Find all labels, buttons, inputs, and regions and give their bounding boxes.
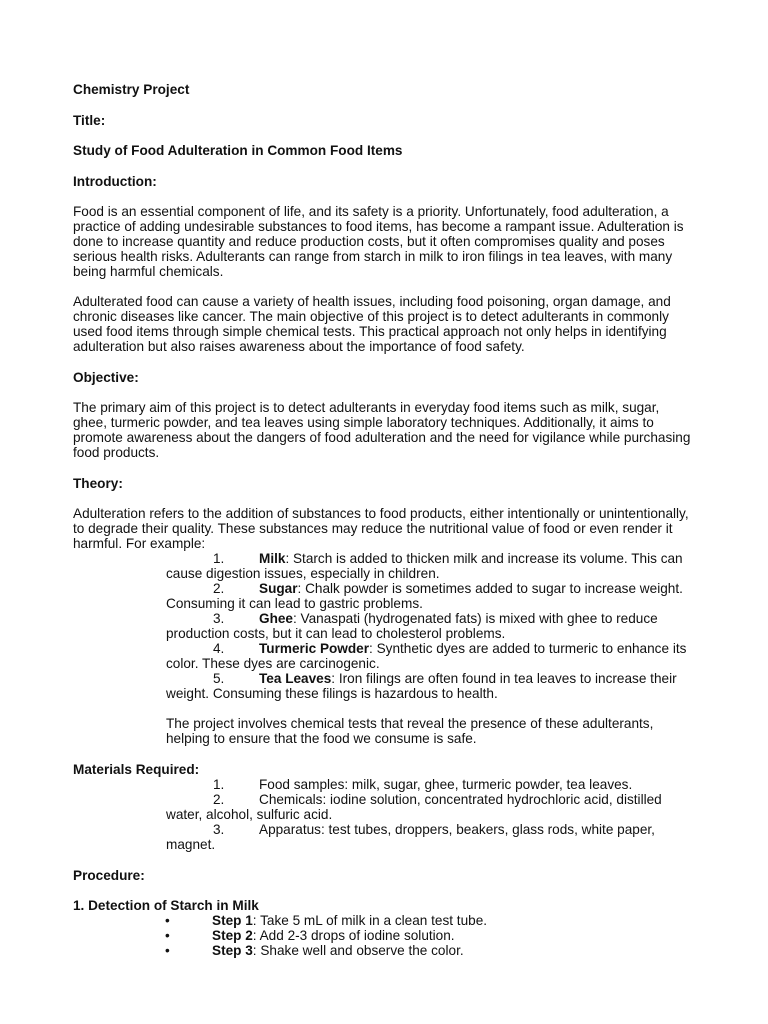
procedure-heading: Procedure: (73, 868, 145, 883)
list-term: Ghee (259, 611, 293, 626)
list-number: 4. (213, 641, 225, 656)
bullet-icon: • (165, 928, 170, 943)
step-text: : Add 2-3 drops of iodine solution. (252, 928, 455, 943)
list-number: 1. (213, 777, 225, 792)
list-text: : Vanaspati (hydrogenated fats) is mixed with ghee to reduce production costs, but it can lead to cholesterol problems. (166, 611, 658, 641)
theory-heading: Theory: (73, 476, 123, 491)
step-term: Step 1 (212, 913, 253, 928)
list-text: Chemicals: iodine solution, concentrated hydrochloric acid, distilled water, alcohol, sulfuric acid. (166, 792, 662, 822)
step-term: Step 3 (212, 943, 253, 958)
list-number: 5. (213, 671, 225, 686)
list-item (73, 641, 697, 671)
list-text: : Iron filings are often found in tea leaves to increase their weight. Consuming these filings is hazardous to health. (166, 671, 677, 701)
list-item (73, 913, 697, 928)
list-text: Food samples: milk, sugar, ghee, turmeric powder, tea leaves. (259, 777, 633, 792)
list-item (73, 777, 697, 792)
introduction-paragraph-1: Food is an essential component of life, and its safety is a priority. Unfortunately, food adulteration, a practice of adding undesirable substances to food items, has become a rampant issue. Adulteration is done to increase quantity and reduce production costs, but it often compromises quality and poses serious health risks. Adulterants can range from starch in milk to iron filings in tea leaves, with many being harmful chemicals. (73, 204, 684, 279)
list-item (73, 671, 697, 701)
list-item (73, 581, 697, 611)
introduction-paragraph-2: Adulterated food can cause a variety of health issues, including food poisoning, organ damage, and chronic diseases like cancer. The main objective of this project is to detect adulterants in commonly used food items through simple chemical tests. This practical approach not only helps in identifying adulteration but also raises awareness about the importance of food safety. (73, 294, 671, 354)
list-item (73, 928, 697, 943)
list-item (73, 943, 697, 958)
materials-heading: Materials Required: (73, 762, 200, 777)
project-title: Study of Food Adulteration in Common Food Items (73, 143, 403, 158)
list-term: Tea Leaves (259, 671, 332, 686)
materials-list (73, 777, 697, 852)
list-text: : Chalk powder is sometimes added to sugar to increase weight. Consuming it can lead to gastric problems. (166, 581, 683, 611)
bullet-icon: • (165, 913, 170, 928)
list-term: Milk (259, 551, 286, 566)
theory-list (73, 551, 697, 701)
list-item (73, 792, 697, 822)
list-item (73, 822, 697, 852)
document-page (73, 82, 697, 958)
list-number: 3. (213, 611, 225, 626)
introduction-heading: Introduction: (73, 174, 157, 189)
list-term: Sugar (259, 581, 298, 596)
step-term: Step 2 (212, 928, 253, 943)
list-number: 1. (213, 551, 225, 566)
title-label: Title: (73, 113, 106, 128)
document-title: Chemistry Project (73, 82, 190, 97)
theory-intro: Adulteration refers to the addition of substances to food products, either intentionally or unintentionally, to degrade their quality. These substances may reduce the nutritional value of food or even render it harmful. For example: (73, 506, 689, 551)
list-text: : Synthetic dyes are added to turmeric to enhance its color. These dyes are carcinogenic. (166, 641, 687, 671)
objective-paragraph: The primary aim of this project is to detect adulterants in everyday food items such as milk, sugar, ghee, turmeric powder, and tea leaves using simple laboratory techniques. Additionally, it aims to promote awareness about the dangers of food adulteration and the need for vigilance while purchasing food products. (73, 400, 691, 460)
list-number: 2. (213, 792, 225, 807)
step-text: : Take 5 mL of milk in a clean test tube. (252, 913, 488, 928)
objective-heading: Objective: (73, 370, 139, 385)
procedure-subheading: 1. Detection of Starch in Milk (73, 898, 259, 913)
list-number: 3. (213, 822, 225, 837)
list-text: : Starch is added to thicken milk and increase its volume. This can cause digestion issues, especially in children. (166, 551, 683, 581)
theory-closing: The project involves chemical tests that reveal the presence of these adulterants, helping to ensure that the food we consume is safe. (166, 716, 654, 746)
list-number: 2. (213, 581, 225, 596)
procedure-steps (73, 913, 697, 958)
list-term: Turmeric Powder (259, 641, 370, 656)
bullet-icon: • (165, 943, 170, 958)
list-item (73, 611, 697, 641)
list-item (73, 551, 697, 581)
list-text: Apparatus: test tubes, droppers, beakers, glass rods, white paper, magnet. (166, 822, 655, 852)
step-text: : Shake well and observe the color. (252, 943, 464, 958)
